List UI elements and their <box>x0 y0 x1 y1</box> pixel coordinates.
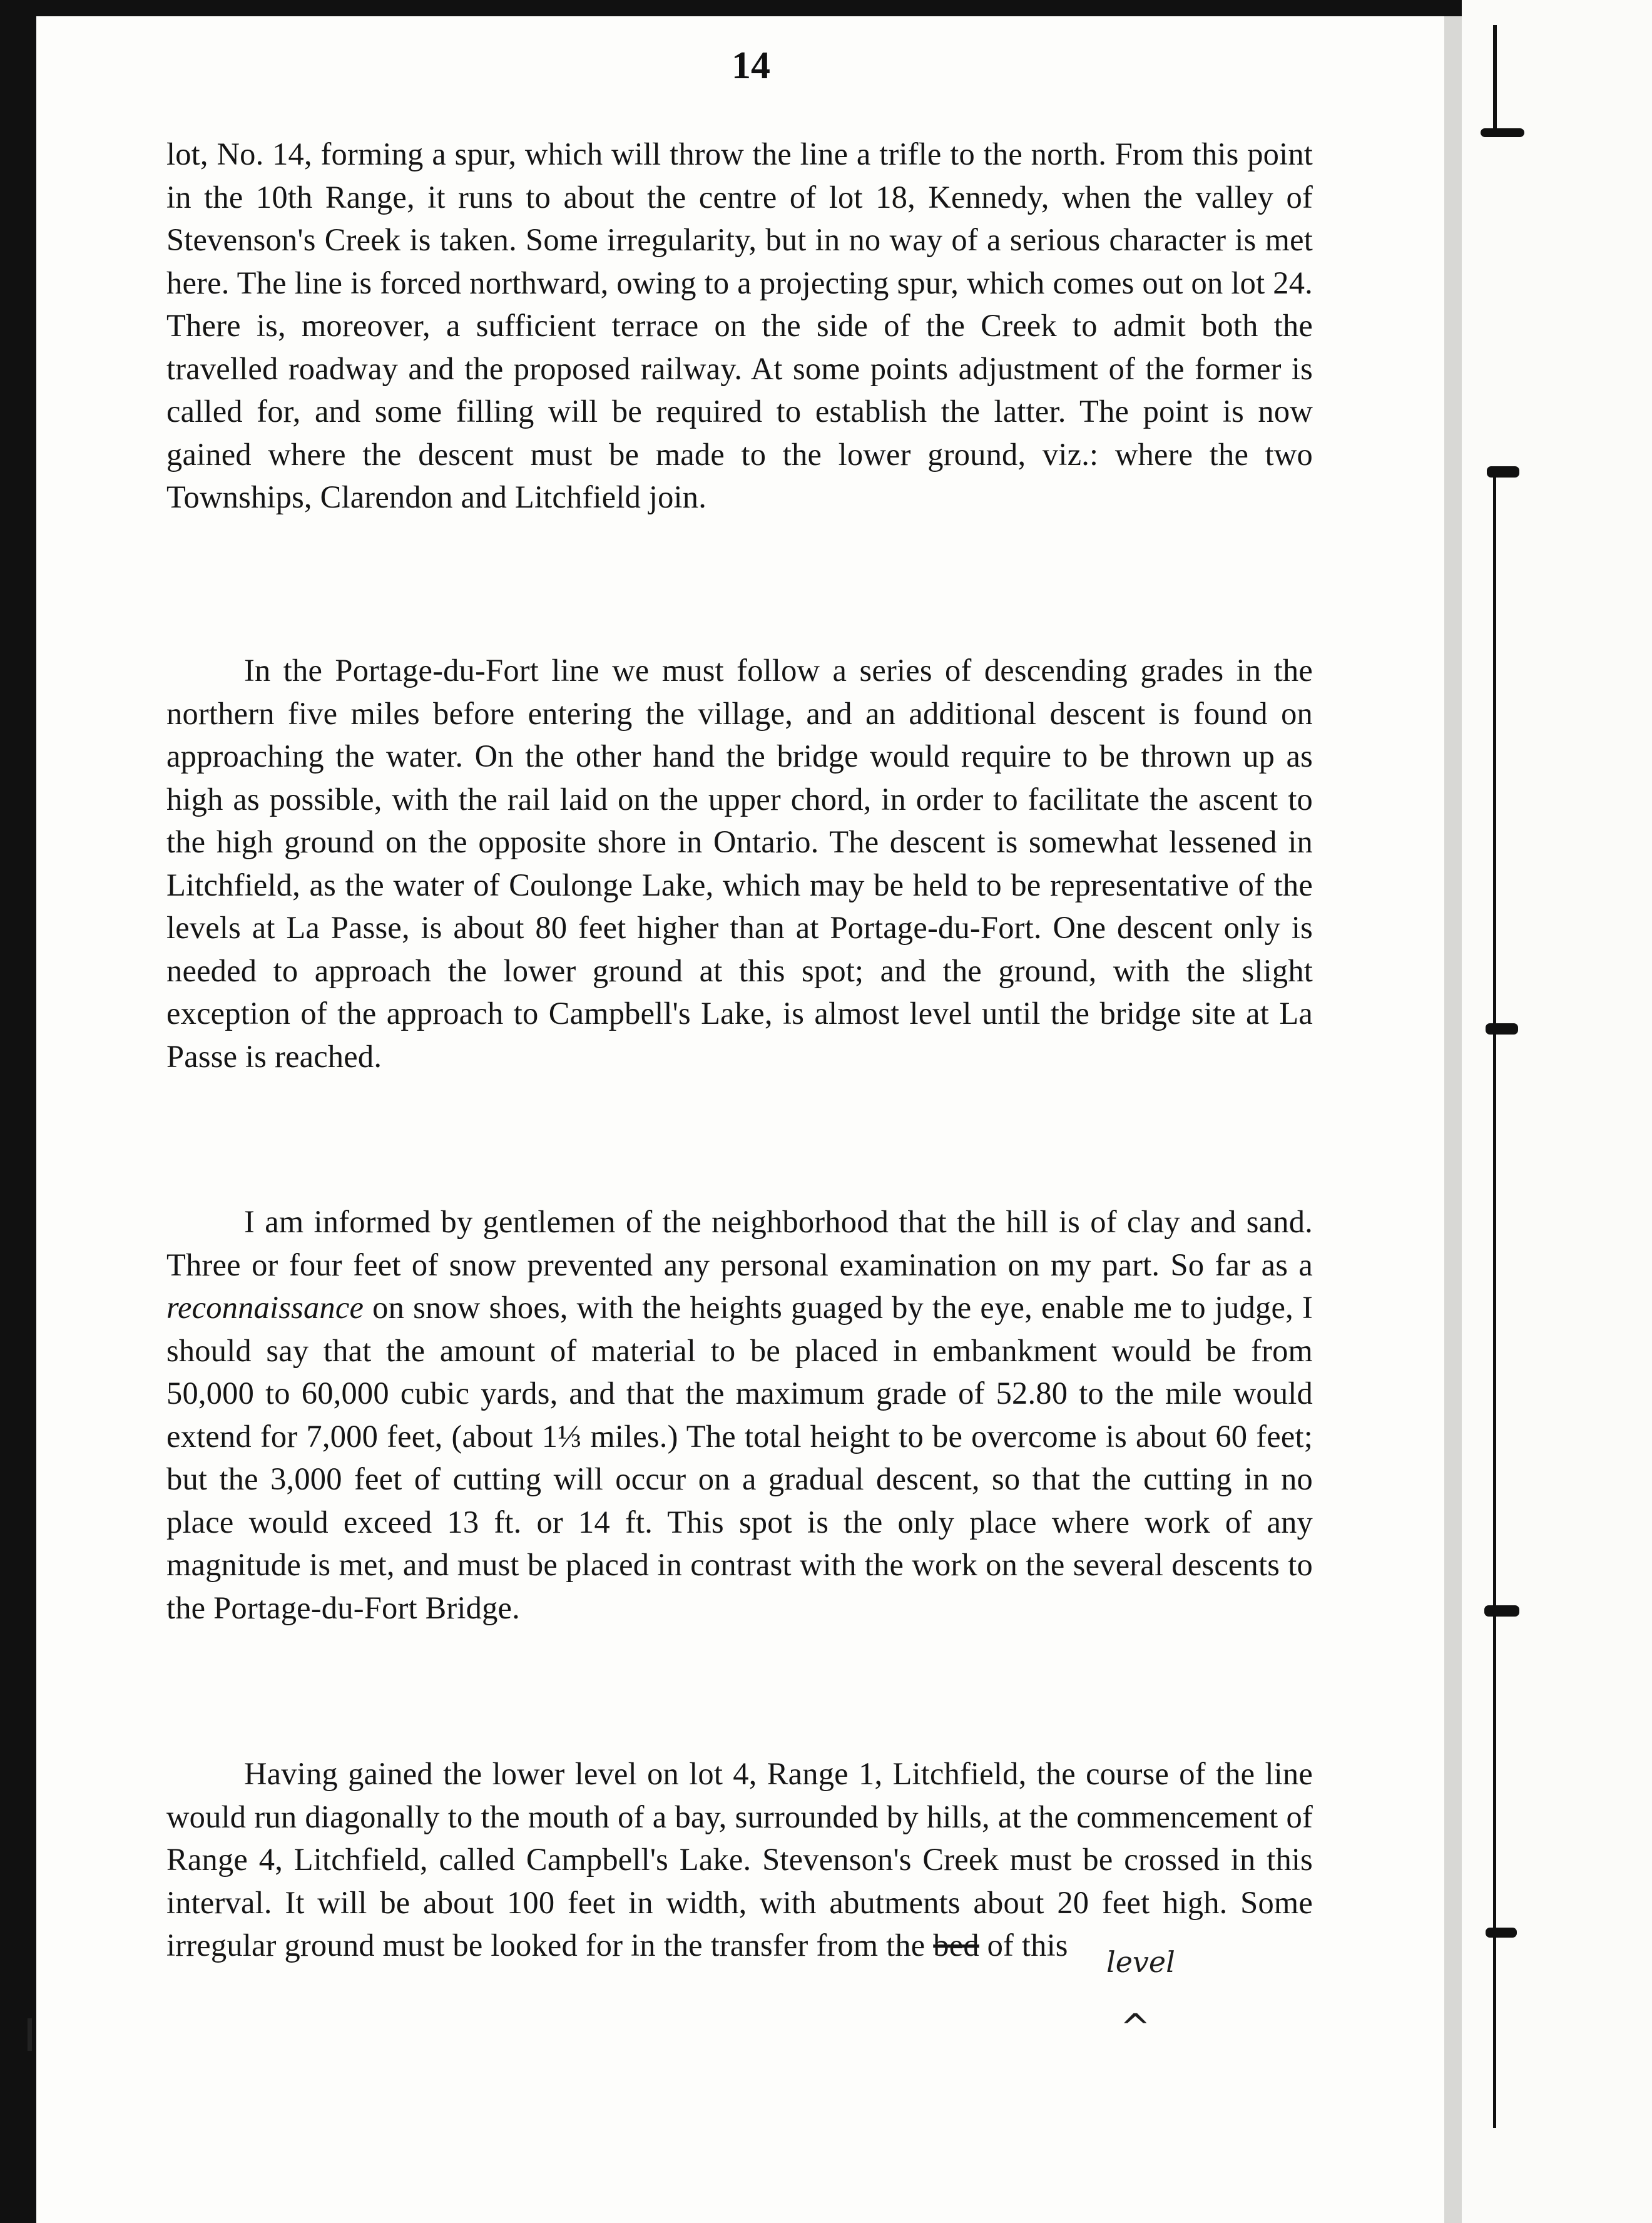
binding-tab <box>1484 1605 1519 1617</box>
paragraph-continuation <box>166 133 1313 519</box>
binding-line-main <box>1493 476 1496 2128</box>
page-number: 14 <box>732 44 770 87</box>
binding-margin <box>1462 0 1652 2223</box>
scan-mark <box>28 2018 32 2051</box>
paragraph-text-part: I am informed by gentlemen of the neighborhood that the hill is of clay and sand. Three or four feet of snow prevented any personal examination on my part. So far as a <box>166 1204 1313 1282</box>
binding-tab <box>1481 128 1524 137</box>
binding-tab <box>1486 1928 1517 1938</box>
paragraph-text-part: Having gained the lower level on lot 4, Range 1, Litchfield, the course of the line would run diagonally to the mouth of a bay, surrounded by hills, at the commencement of Range 4, Litchfield, called Campbell's Lake. Stevenson's Creek must be crossed in this interval. It will be about 100 feet in width, with abutments about 20 feet high. Some irregular ground must be looked for in the transfer from the <box>166 1756 1313 1963</box>
paragraph-text <box>166 1200 1313 1629</box>
page-edge-shadow <box>1444 16 1462 2223</box>
handwritten-correction: level <box>1106 1945 1175 1979</box>
paragraph-lower-level <box>166 1752 1313 1967</box>
italic-term: reconnaissance <box>166 1290 364 1325</box>
paragraph-text-part: of this <box>987 1928 1068 1963</box>
paragraph-text: In the Portage-du-Fort line we must follow a series of descending grades in the northern five miles before entering the village, and an additional descent is found on approaching the water. On the other hand the bridge would require to be thrown up as high as possible, with the rail laid on the upper chord, in order to facilitate the ascent to the high ground on the opposite shore in Ontario. The descent is somewhat lessened in Litchfield, as the water of Coulonge Lake, which may be held to be representative of the levels at La Passe, is about 80 feet higher than at Portage-du-Fort. One descent only is needed to approach the lower ground at this spot; and the ground, with the slight exception of the approach to Campbell's Lake, is almost level until the bridge site at La Passe is reached. <box>166 653 1313 1074</box>
binding-tab <box>1486 1023 1518 1035</box>
paragraph-portage-du-fort <box>166 649 1313 1078</box>
struck-word: bed <box>933 1928 979 1963</box>
paragraph-text <box>166 1752 1313 1967</box>
paragraph-hill-survey <box>166 1200 1313 1629</box>
paragraph-text-part: on snow shoes, with the heights guaged by the eye, enable me to judge, I should say that the amount of material to be placed in embankment would be from 50,000 to 60,000 cubic yards, and that the maximum grade of 52.80 to the mile would extend for 7,000 feet, (about 1⅓ miles.) The total height to be overcome is about 60 feet; but the 3,000 feet of cutting will occur on a gradual descent, so that the cutting in no place would exceed 13 ft. or 14 ft. This spot is the only place where work of any magnitude is met, and must be placed in contrast with the work on the several descents to the Portage-du-Fort Bridge. <box>166 1290 1313 1625</box>
paragraph-text: lot, No. 14, forming a spur, which will throw the line a trifle to the north. From this point in the 10th Range, it runs to about the centre of lot 18, Kennedy, when the valley of Stevenson's Creek is taken. Some irregularity, but in no way of a serious character is met here. The line is forced northward, owing to a projecting spur, which comes out on lot 24. There is, moreover, a sufficient terrace on the side of the Creek to admit both the travelled roadway and the proposed railway. At some points adjustment of the former is called for, and some filling will be required to establish the latter. The point is now gained where the descent must be made to the lower ground, viz.: where the two Townships, Clarendon and Litchfield join. <box>166 136 1313 514</box>
binding-tab <box>1487 466 1519 478</box>
caret-mark: ^ <box>1120 2006 1151 2048</box>
